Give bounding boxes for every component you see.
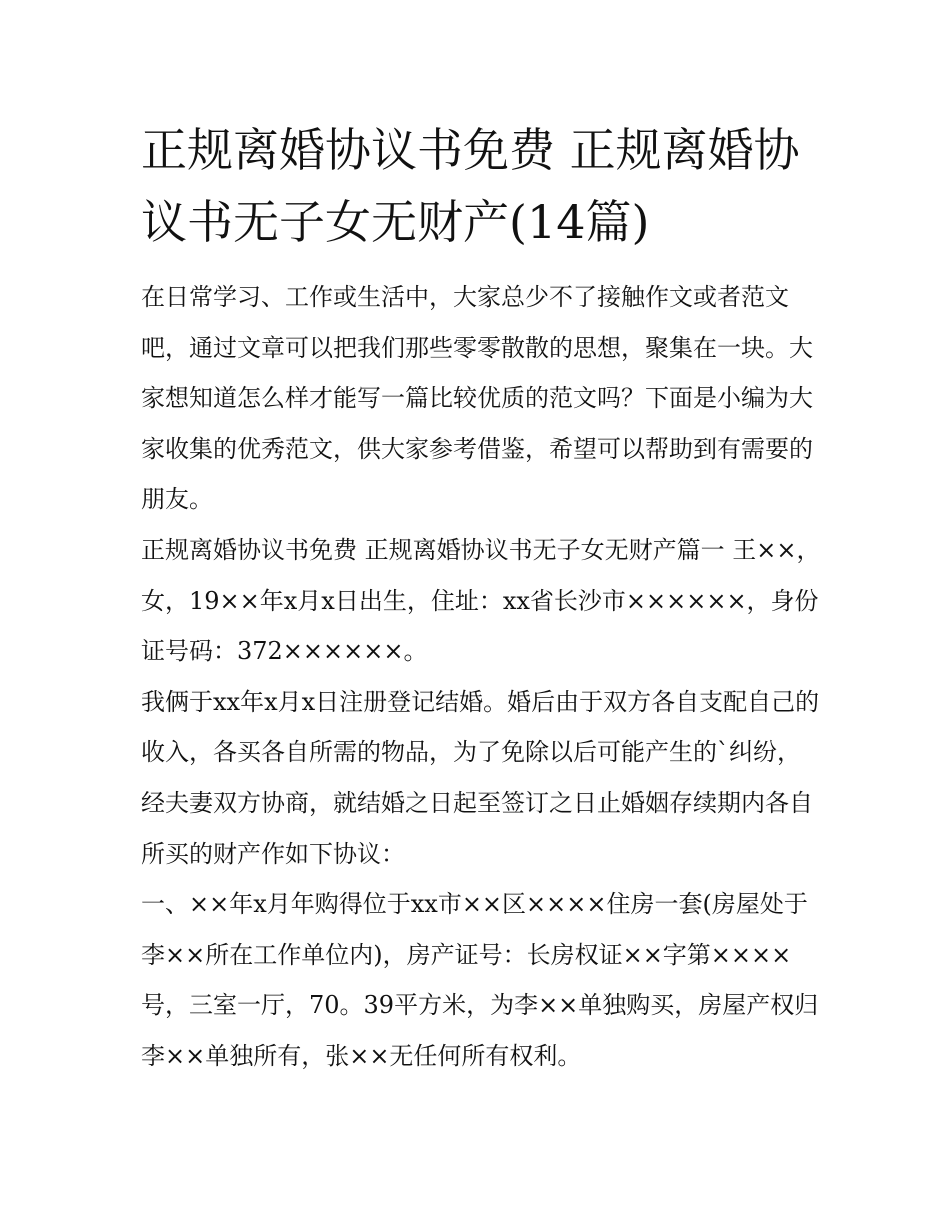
- document-body: [141, 272, 821, 1082]
- document-title: 正规离婚协议书免费 正规离婚协议书无子女无财产(14篇): [141, 123, 800, 249]
- paragraph-intro: 在日常学习、工作或生活中，大家总少不了接触作文或者范文吧，通过文章可以把我们那些零零散散的思想，聚集在一块。大家想知道怎么样才能写一篇比较优质的范文吗？下面是小编为大家收集的优秀范文，供大家参考借鉴，希望可以帮助到有需要的朋友。: [141, 283, 813, 514]
- paragraph-marriage-agreement: 我俩于xx年x月x日注册登记结婚。婚后由于双方各自支配自己的收入，各买各自所需的物品，为了免除以后可能产生的`纠纷，经夫妻双方协商，就结婚之日起至签订之日止婚姻存续期内各自所买的财产作如下协议：: [141, 687, 820, 868]
- paragraph-party-info: 正规离婚协议书免费 正规离婚协议书无子女无财产篇一 王××，女，19××年x月x日出生，住址：xx省长沙市××××××，身份证号码：372××××××。: [141, 535, 821, 666]
- paragraph-property-clause-1: 一、××年x月年购得位于xx市××区××××住房一套(房屋处于李××所在工作单位内)，房产证号：长房权证××字第××××号，三室一厅，70。39平方米，为李××单独购买，房屋产权归李××单独所有，张××无任何所有权利。: [141, 890, 819, 1070]
- document-content: [141, 114, 821, 1082]
